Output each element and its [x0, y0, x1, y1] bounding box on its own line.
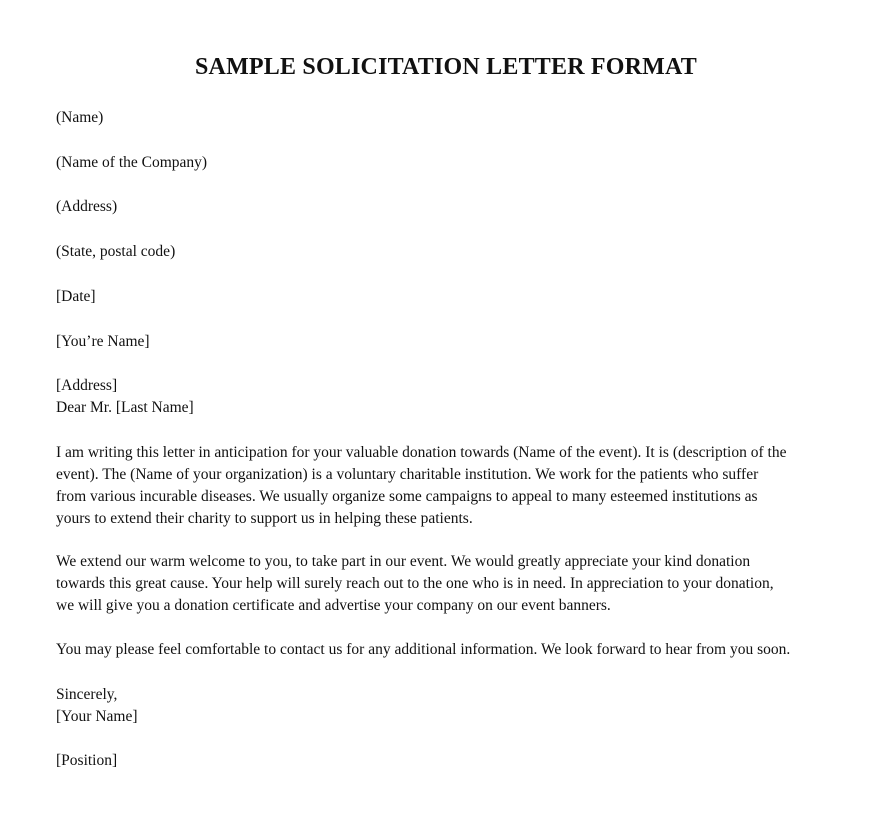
letter-date: [Date] [56, 288, 96, 305]
paragraph-line: event). The (Name of your organization) is a voluntary charitable institution. We work for the patients who suffer [56, 466, 759, 483]
signer-name: [Your Name] [56, 708, 138, 725]
closing-sincerely: Sincerely, [56, 686, 118, 703]
paragraph-line: I am writing this letter in anticipation for your valuable donation towards (Name of the event). It is (description of the [56, 444, 787, 461]
paragraph-line: yours to extend their charity to support us in helping these patients. [56, 510, 473, 527]
paragraph-line: we will give you a donation certificate and advertise your company on our event banners. [56, 597, 611, 614]
paragraph-line: from various incurable diseases. We usually organize some campaigns to appeal to many esteemed institutions as [56, 488, 758, 505]
recipient-state-postal: (State, postal code) [56, 243, 176, 260]
sender-address: [Address] [56, 377, 118, 394]
paragraph-line: towards this great cause. Your help will surely reach out to the one who is in need. In appreciation to your donation, [56, 575, 774, 592]
body-paragraph-1 [56, 442, 846, 530]
paragraph-line: We extend our warm welcome to you, to take part in our event. We would greatly appreciate your kind donation [56, 553, 751, 570]
sender-name: [You’re Name] [56, 333, 150, 350]
document-title: SAMPLE SOLICITATION LETTER FORMAT [194, 54, 697, 80]
recipient-address: (Address) [56, 198, 118, 215]
body-paragraph-2 [56, 551, 846, 617]
signer-position: [Position] [56, 752, 118, 769]
recipient-company: (Name of the Company) [56, 154, 208, 171]
salutation: Dear Mr. [Last Name] [56, 399, 194, 416]
recipient-name: (Name) [56, 109, 104, 126]
body-paragraph-3: You may please feel comfortable to contact us for any additional information. We look forward to hear from you soon. [56, 641, 791, 658]
